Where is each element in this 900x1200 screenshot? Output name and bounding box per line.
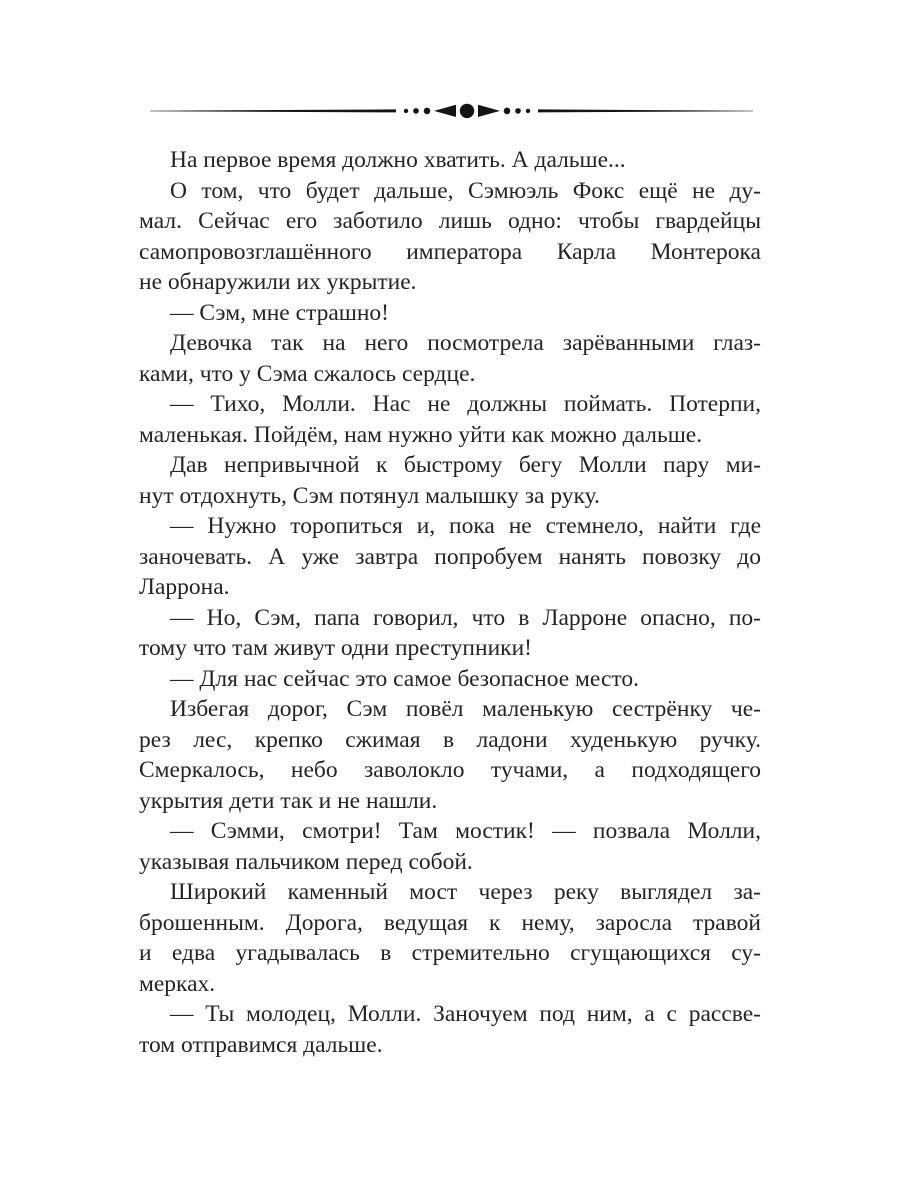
text-line: — Сэмми, смотри! Там мостик! — позвала Молли, — [170, 818, 761, 844]
text-line: О том, что будет дальше, Сэмюэль Фокс ещё не ду- — [170, 177, 761, 204]
text-line: — Ты молодец, Молли. Заночуем под ним, а с рассве- — [170, 1001, 761, 1027]
text-line: — Тихо, Молли. Нас не должны поймать. Потерпи, — [170, 391, 761, 417]
text-line: указывая пальчиком перед собой. — [139, 848, 473, 875]
paragraph — [139, 328, 761, 389]
paragraph — [139, 176, 761, 298]
text-line: ками, что у Сэма сжалось сердце. — [139, 360, 476, 387]
text-line: Дав непривычной к быстрому бегу Молли пару ми- — [170, 452, 761, 478]
text-line: Ларрона. — [139, 574, 230, 600]
text-line: маленькая. Пойдём, нам нужно уйти как можно дальше. — [139, 421, 703, 448]
text-line: На первое время должно хватить. А дальше... — [170, 147, 626, 173]
text-line: Избегая дорог, Сэм повёл маленькую сестрёнку че- — [170, 696, 761, 722]
text-line: рез лес, крепко сжимая в ладони худенькую ручку. — [139, 726, 761, 753]
paragraph — [139, 450, 761, 511]
text-line: не обнаружили их укрытие. — [139, 269, 417, 295]
divider-ornament-icon — [140, 98, 760, 124]
text-line: Смеркалось, небо заволокло тучами, а подходящего — [139, 757, 761, 783]
text-line: — Сэм, мне страшно! — [170, 299, 390, 326]
text-line: брошенным. Дорога, ведущая к нему, заросла травой — [139, 909, 761, 936]
paragraph — [139, 389, 761, 450]
paragraph — [139, 999, 761, 1060]
text-line: укрытия дети так и не нашли. — [139, 787, 438, 814]
text-line: и едва угадывалась в стремительно сгущающихся су- — [139, 940, 761, 966]
paragraph — [139, 603, 761, 664]
paragraph — [139, 694, 761, 816]
text-line: — Но, Сэм, папа говорил, что в Ларроне опасно, по- — [170, 604, 761, 631]
text-line: — Нужно торопиться и, пока не стемнело, найти где — [170, 513, 761, 539]
text-line: заночевать. А уже завтра попробуем нанять повозку до — [139, 543, 761, 570]
paragraph — [139, 816, 761, 877]
text-block — [139, 145, 761, 1060]
text-line: тому что там живут одни преступники! — [139, 635, 532, 661]
text-line: мерках. — [139, 970, 216, 997]
text-line: мал. Сейчас его заботило лишь одно: чтобы гвардейцы — [139, 208, 761, 234]
paragraph — [139, 664, 761, 695]
paragraph — [139, 511, 761, 603]
paragraph — [139, 145, 761, 176]
paragraph — [139, 877, 761, 999]
text-line: Девочка так на него посмотрела зарёванными глаз- — [170, 330, 761, 356]
paragraph — [139, 298, 761, 329]
ornamental-divider — [140, 98, 760, 124]
text-line: самопровозглашённого императора Карла Монтерока — [139, 238, 761, 265]
text-line: нут отдохнуть, Сэм потянул малышку за руку. — [139, 482, 600, 509]
text-line: Широкий каменный мост через реку выглядел за- — [170, 879, 761, 905]
text-line: том отправимся дальше. — [139, 1031, 383, 1058]
text-line: — Для нас сейчас это самое безопасное место. — [170, 665, 639, 692]
